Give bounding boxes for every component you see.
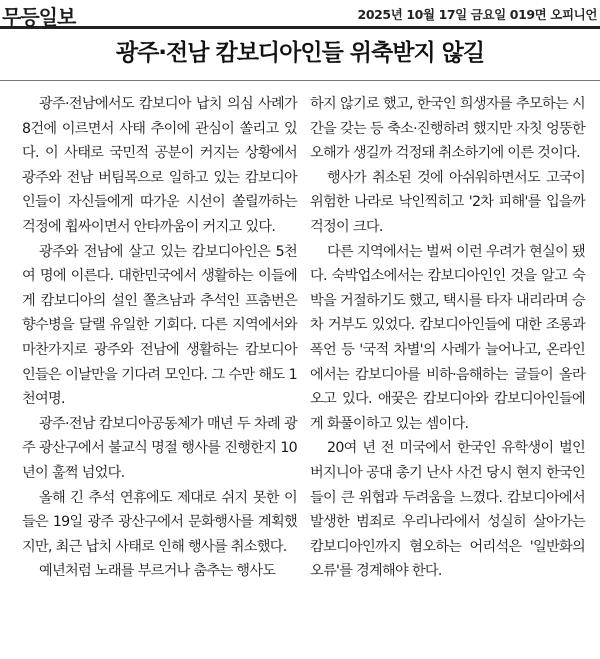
- article-column-left: [22, 92, 297, 584]
- article-paragraph: 하지 않기로 했고, 한국인 희생자를 추모하는 시간을 갖는 등 축소·진행하려 했지만 자칫 엉뚱한 오해가 생길까 걱정돼 취소하기에 이른 것이다.: [310, 96, 585, 162]
- article-paragraph: 올해 긴 추석 연휴에도 제대로 쉬지 못한 이들은 19일 광주 광산구에서 문화행사를 계획했지만, 최근 납치 사태로 인해 행사를 취소했다.: [22, 489, 297, 555]
- article-column-right: [310, 92, 585, 584]
- article-paragraph: 광주와 전남에 살고 있는 캄보디아인은 5천여 명에 이른다. 대한민국에서 생활하는 이들에게 캄보디아의 설인 쫄츠남과 추석인 프춤번은 향수병을 달랠 유일한 기회다. 다른 지역에서와 마찬가지로 광주와 전남에 생활하는 캄보디아인들은 이날만을 기다려 모인다. 그 수만 해도 1천여명.: [22, 243, 297, 408]
- newspaper-logo: 무등일보: [2, 5, 76, 29]
- masthead: [0, 0, 600, 29]
- article-paragraph: 20여 년 전 미국에서 한국인 유학생이 벌인 버지니아 공대 총기 난사 사건 당시 현지 한국인들이 큰 위협과 두려움을 느꼈다. 캄보디아에서 발생한 범죄로 우리나라에서 성실히 살아가는 캄보디아인까지 혐오하는 어리석은 '일반화의 오류'를 경계해야 한다.: [310, 440, 585, 580]
- article-paragraph: 예년처럼 노래를 부르거나 춤추는 행사도: [39, 563, 276, 580]
- article-paragraph: 행사가 취소된 것에 아쉬워하면서도 고국이 위험한 나라로 낙인찍히고 '2차 피해'를 입을까 걱정이 크다.: [310, 169, 585, 235]
- article-paragraph: 다른 지역에서는 벌써 이런 우려가 현실이 됐다. 숙박업소에서는 캄보디아인인 것을 알고 숙박을 거절하기도 했고, 택시를 타자 내리라며 승차 거부도 있었다. 캄보디아인들에 대한 조롱과 폭언 등 '국적 차별'의 사례가 늘어나고, 온라인에서는 캄보디아를 비하·음해하는 글들이 올라오고 있다. 애꿎은 캄보디아와 캄보디아인들에게 화풀이하고 있는 셈이다.: [310, 243, 585, 432]
- publication-date-line: 2025년 10월 17일 금요일 019면 오피니언: [357, 7, 597, 22]
- headline-divider: [0, 80, 600, 81]
- article-paragraph: 광주·전남 캄보디아공동체가 매년 두 차례 광주 광산구에서 불교식 명절 행사를 진행한지 10년이 훌쩍 넘었다.: [22, 415, 297, 481]
- article-paragraph: 광주·전남에서도 캄보디아 납치 의심 사례가 8건에 이르면서 사태 추이에 관심이 쏠리고 있다. 이 사태로 국민적 공분이 커지는 상황에서 광주와 전남 버팀목으로 일하고 있는 캄보디아인들이 자신들에게 따가운 시선이 쏠릴까하는 걱정에 휩싸이면서 안타까움이 커지고 있다.: [22, 96, 297, 235]
- article-headline: 광주·전남 캄보디아인들 위축받지 않길: [115, 40, 485, 66]
